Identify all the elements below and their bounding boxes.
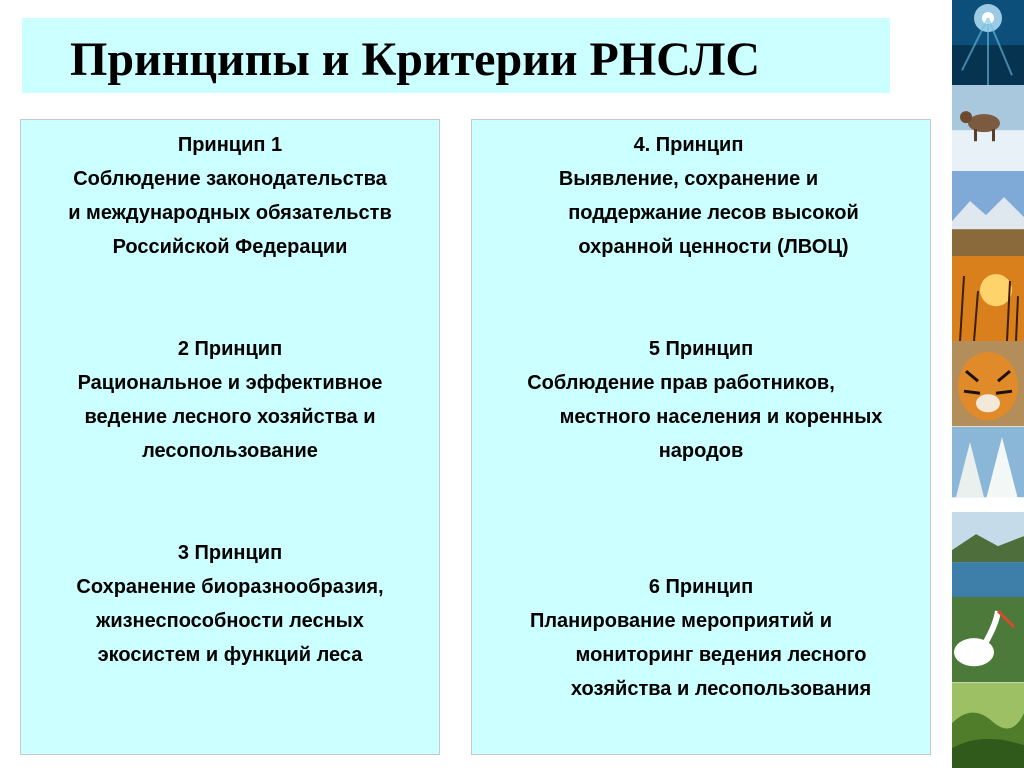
mountain-landscape-photo-icon: [952, 171, 1024, 256]
sunset-grass-photo-icon: [952, 256, 1024, 341]
forest-hills-photo-icon: [952, 683, 1024, 768]
principle-2: [21, 332, 439, 468]
lake-landscape-photo-icon: [952, 512, 1024, 597]
underwater-sun-photo-icon: [952, 0, 1024, 85]
stork-photo-icon: [952, 597, 1024, 682]
principle-line: Соблюдение прав работников,: [527, 372, 835, 394]
principle-line: лесопользование: [142, 440, 318, 462]
principle-heading: 5 Принцип: [648, 338, 754, 360]
principle-4: [472, 128, 930, 264]
principle-line: Российской Федерации: [112, 236, 348, 258]
principle-line: хозяйства и лесопользования: [570, 678, 872, 700]
principle-heading: 4. Принцип: [633, 134, 744, 156]
arctic-fox-photo-icon: [952, 85, 1024, 170]
principle-heading: Принцип 1: [177, 134, 283, 156]
principle-line: Рациональное и эффективное: [77, 372, 383, 394]
title-box: [22, 18, 890, 93]
snowy-forest-photo-icon: [952, 427, 1024, 512]
principle-line: Выявление, сохранение и: [558, 168, 819, 190]
principle-1: [21, 128, 439, 264]
principle-heading: 6 Принцип: [648, 576, 754, 598]
tiger-photo-icon: [952, 341, 1024, 426]
principle-line: жизнеспособности лесных: [96, 610, 364, 632]
principle-heading: 3 Принцип: [177, 542, 283, 564]
principle-3: [21, 536, 439, 672]
principle-line: мониторинг ведения лесного: [575, 644, 867, 666]
principle-line: ведение лесного хозяйства и: [84, 406, 376, 428]
principle-line: Планирование мероприятий и: [529, 610, 833, 632]
principle-line: экосистем и функций леса: [97, 644, 363, 666]
principle-line: Соблюдение законодательства: [73, 168, 387, 190]
principle-line: поддержание лесов высокой: [568, 202, 859, 224]
principle-line: Сохранение биоразнообразия,: [76, 576, 384, 598]
principle-line: местного населения и коренных: [559, 406, 883, 428]
principle-heading: 2 Принцип: [177, 338, 283, 360]
principles-panel-right: [471, 119, 931, 755]
principle-6: [472, 570, 930, 706]
photo-strip: [952, 0, 1024, 768]
slide-title: Принципы и Критерии РНСЛС: [70, 33, 761, 86]
principle-5: [472, 332, 930, 468]
principle-line: охранной ценности (ЛВОЦ): [578, 236, 849, 258]
principle-line: народов: [658, 440, 744, 462]
principles-panel-left: [20, 119, 440, 755]
principle-line: и международных обязательств: [68, 202, 392, 224]
